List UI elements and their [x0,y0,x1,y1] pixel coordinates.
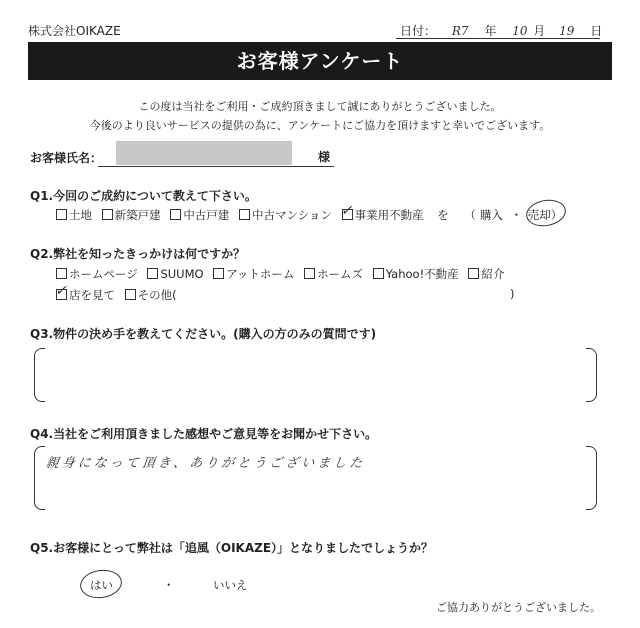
q2-option-yahoo[interactable]: Yahoo!不動産 [373,267,459,281]
q5-question: Q5.お客様にとって弊社は「追風（OIKAZE）」となりましたでしょうか？ [30,541,434,555]
q3-answer-bracket-right [586,348,597,402]
company-name: 株式会社OIKAZE [28,24,121,38]
q5-yes[interactable]: はい [90,578,113,592]
q1-question: Q1.今回のご成約について教えて下さい。 [30,189,257,203]
customer-name-label: お客様氏名： [30,151,103,165]
q2-options-row2 [55,283,177,303]
q1-option-land[interactable]: 土地 [56,208,92,222]
page-title: お客様アンケート [28,42,612,80]
q1-paren-open: （ [464,208,476,222]
customer-name-redacted [116,141,292,165]
checkbox-icon[interactable] [147,268,158,279]
date-underline [396,38,600,39]
checkbox-checked-icon[interactable] [340,203,353,220]
q2-option-athome[interactable]: アットホーム [213,267,294,281]
checkbox-icon[interactable] [56,209,67,220]
q1-option-new-house[interactable]: 新築戸建 [102,208,161,222]
q1-choice-buy[interactable]: 購入 [479,208,503,222]
selected-circle-mark [78,567,123,601]
checkbox-icon[interactable] [125,289,136,300]
q1-option-used-mansion[interactable]: 中古マンション [239,208,332,222]
q4-question: Q4.当社をご利用頂きました感想やご意見等をお聞かせ下さい。 [30,427,378,441]
q4-answer-bracket-left [34,446,45,510]
footer-thanks: ご協力ありがとうございました。 [436,601,601,614]
checkbox-icon[interactable] [239,209,250,220]
q1-paren-close: ） [550,208,563,222]
customer-name-underline [98,166,334,167]
date-month-unit: 月 [533,24,546,38]
check-mark-icon: ✓ [55,283,67,299]
date-field [400,22,602,39]
q2-option-referral[interactable]: 紹介 [468,267,504,281]
q2-option-homes[interactable]: ホームズ [304,267,363,281]
checkbox-icon[interactable] [468,268,479,279]
q4-answer-bracket-right [586,446,597,510]
q1-choice-sell[interactable]: 売却 [527,208,551,222]
intro-line-1: この度は当社をご利用・ご成約頂きまして誠にありがとうございました。 [138,100,502,113]
q1-options [56,203,563,223]
q2-option-store[interactable]: ✓ 店を見て [55,283,115,302]
q2-question: Q2.弊社を知ったきっかけは何ですか？ [30,247,246,261]
checkbox-icon[interactable] [170,209,181,220]
q3-question: Q3.物件の決め手を教えてください。(購入の方のみの質問です) [30,327,377,341]
q1-connector: を [437,208,449,222]
q1-option-business-property[interactable]: ✓ 事業用不動産 [340,203,424,222]
q2-options-row1 [56,266,504,282]
checkbox-icon[interactable] [304,268,315,279]
q2-option-suumo[interactable]: SUUMO [147,267,203,281]
date-label: 日付： [400,24,437,38]
q5-no[interactable]: いいえ [213,578,248,592]
intro-line-2: 今後のより良いサービスの提供の為に、アンケートにご協力を頂けますと幸いでございます。 [89,119,551,132]
date-day: 19 [559,24,575,38]
q4-answer[interactable]: 親身になって頂き、ありがとうございました [45,456,367,471]
q2-option-other[interactable]: その他( [125,288,177,302]
date-month: 10 [512,24,528,38]
check-mark-icon: ✓ [340,203,353,219]
selected-circle-mark [524,197,568,230]
q3-answer-bracket-left [34,348,45,402]
date-era: R7 [451,24,469,38]
q1-dot: ・ [510,208,523,222]
customer-suffix: 様 [318,150,331,164]
checkbox-icon[interactable] [56,268,67,279]
checkbox-icon[interactable] [102,209,113,220]
q1-option-used-house[interactable]: 中古戸建 [170,208,229,222]
q2-other-close: ) [510,287,515,301]
checkbox-checked-icon[interactable] [55,283,67,300]
date-year-unit: 年 [484,24,497,38]
checkbox-icon[interactable] [373,268,384,279]
q2-option-homepage[interactable]: ホームページ [56,267,138,281]
checkbox-icon[interactable] [213,268,224,279]
date-day-unit: 日 [590,24,603,38]
q5-dot: ・ [163,578,175,592]
